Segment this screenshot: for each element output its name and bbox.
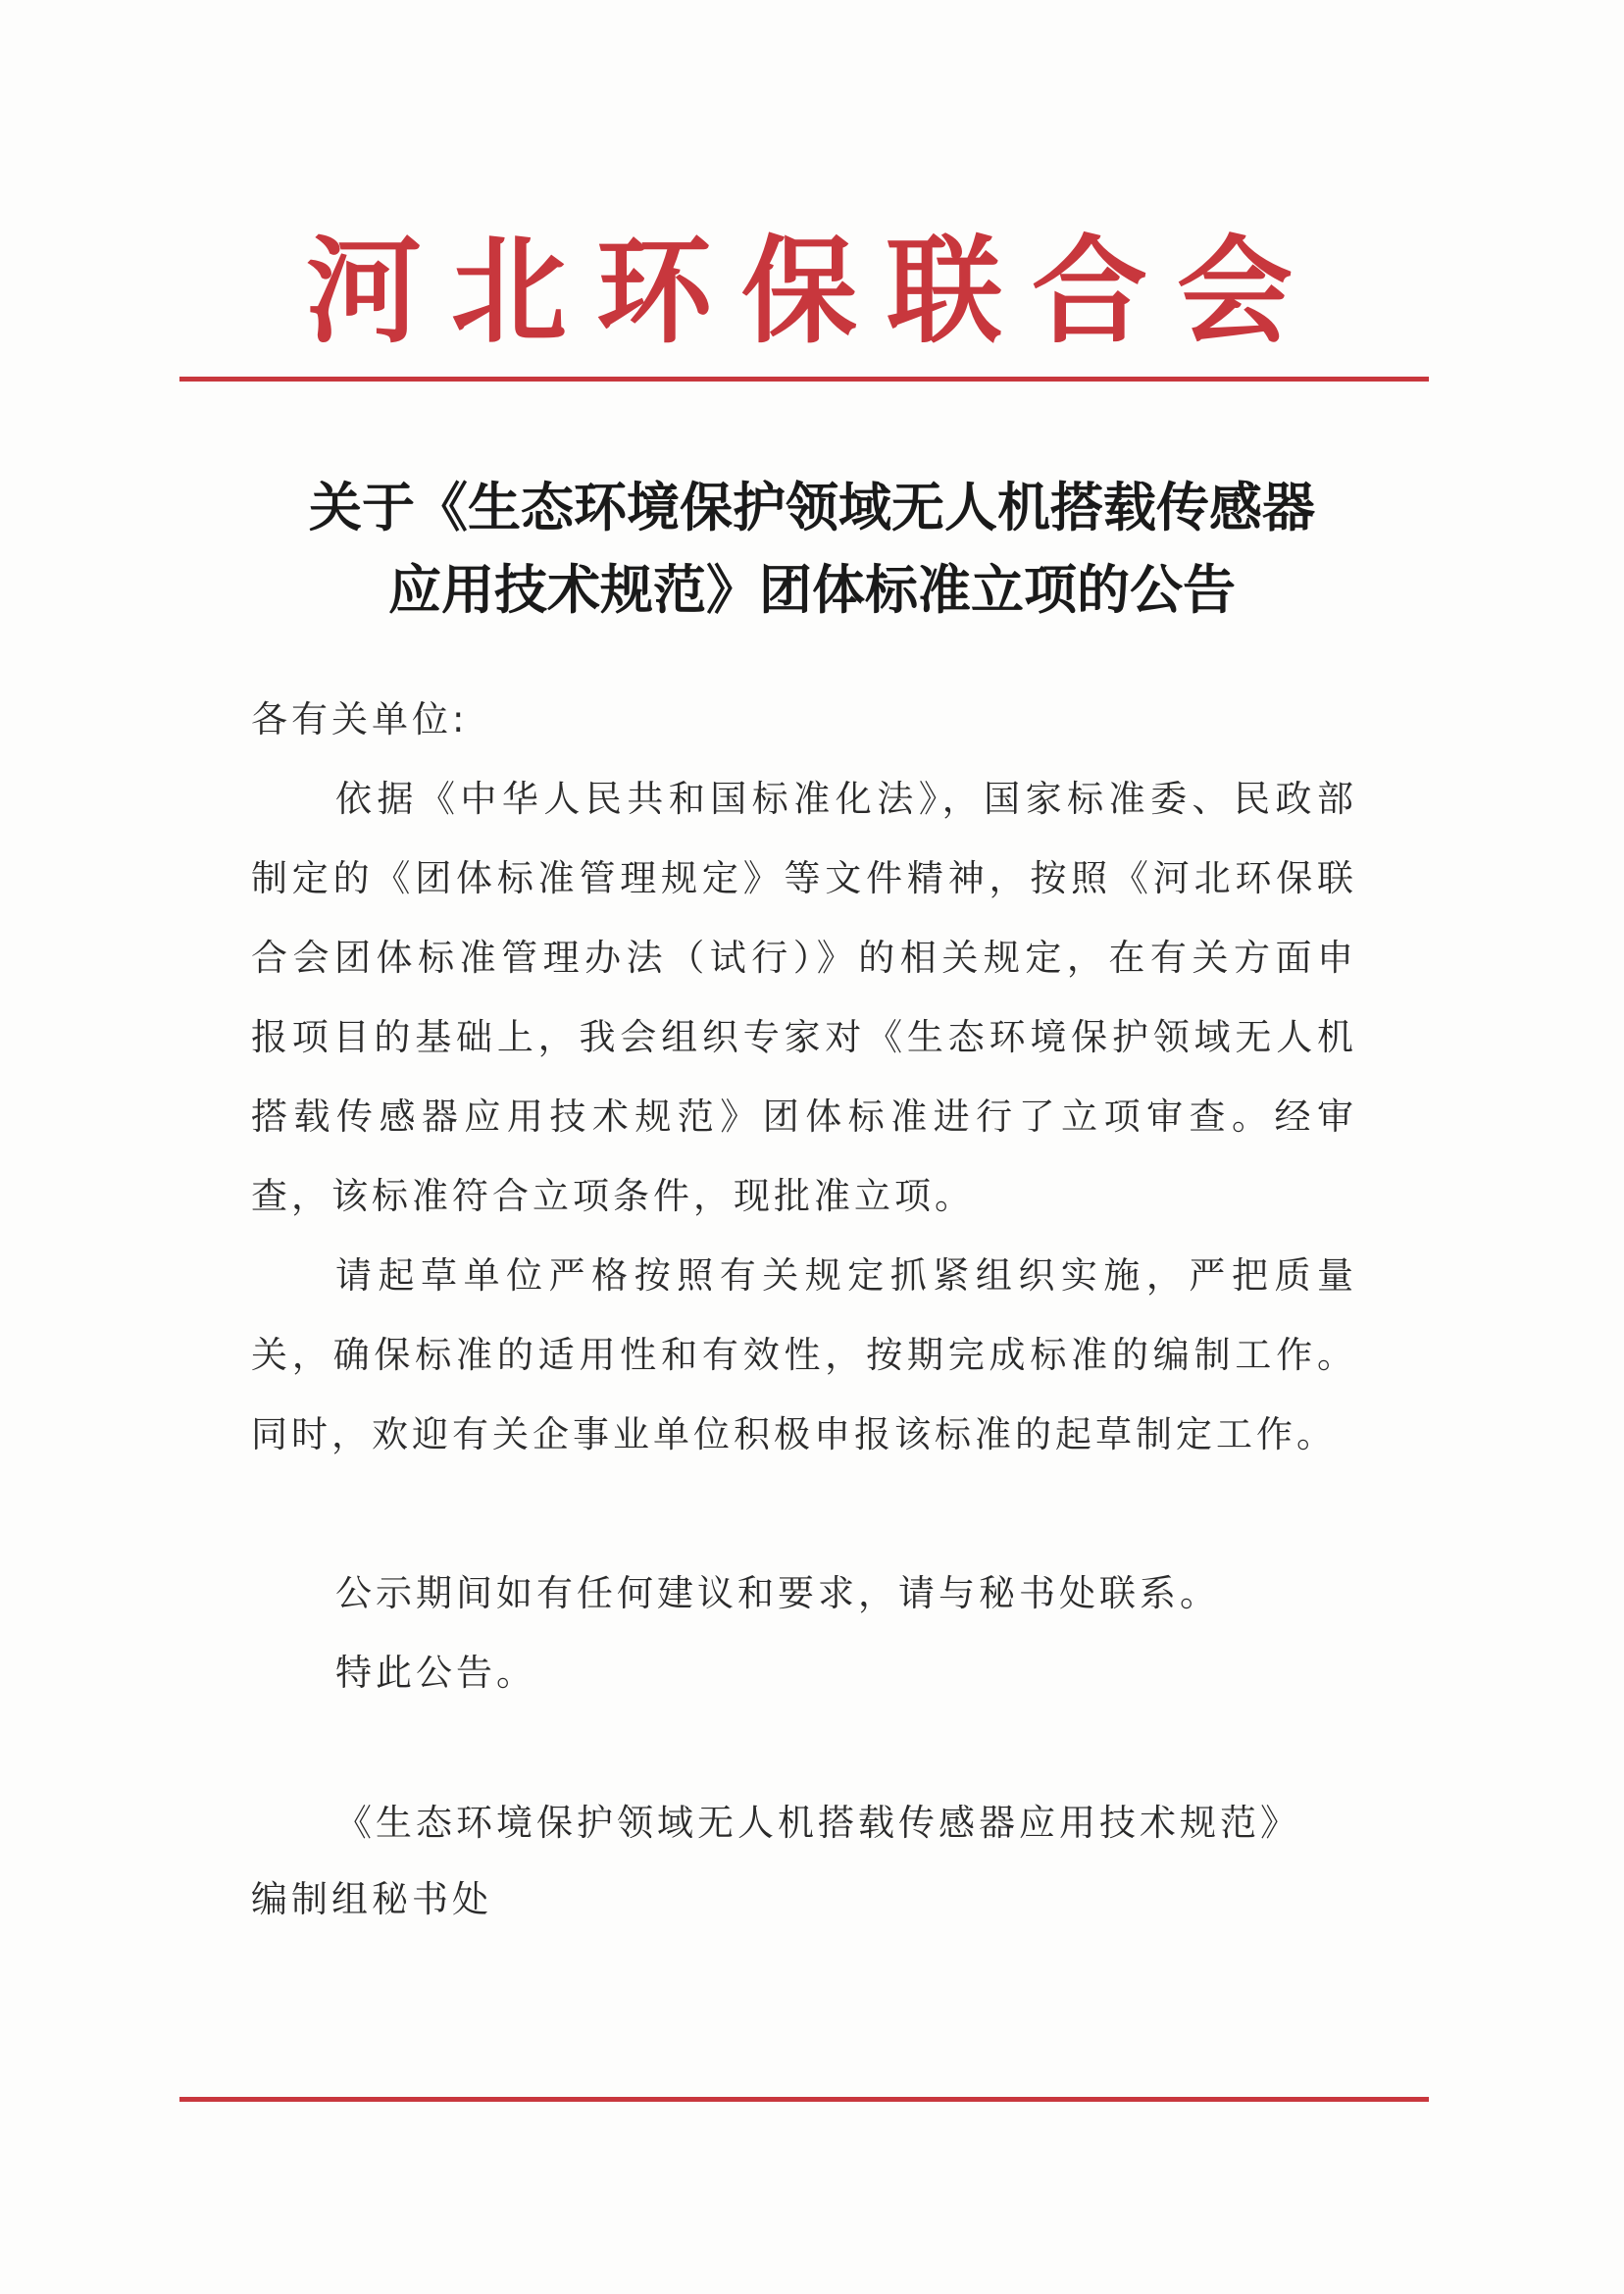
body-paragraph-2: 请起草单位严格按照有关规定抓紧组织实施，严把质量关，确保标准的适用性和有效性，按期完成标准的编制工作。同时，欢迎有关企事业单位积极申报该标准的起草制定工作。: [251, 1254, 1357, 1455]
footer-divider: [179, 2097, 1429, 2102]
organization-letterhead: 河北环保联合会: [305, 223, 1322, 359]
body-paragraph-3: 公示期间如有任何建议和要求，请与秘书处联系。: [335, 1572, 1220, 1614]
body-paragraph-4: 特此公告。: [335, 1652, 536, 1694]
body-paragraph-1: 依据《中华人民共和国标准化法》，国家标准委、民政部制定的《团体标准管理规定》等文件精神，按照《河北环保联合会团体标准管理办法（试行）》的相关规定，在有关方面申报项目的基础上，我会组织专家对《生态环境保护领域无人机搭载传感器应用技术规范》团体标准进行了立项审查。经审查，该标准符合立项条件，现批准立项。: [251, 778, 1357, 1217]
signature-issuer: 编制组秘书处: [251, 1878, 492, 1920]
document-title-line-1: 关于《生态环境保护领域无人机搭载传感器: [309, 476, 1315, 538]
document-title-line-2: 应用技术规范》团体标准立项的公告: [388, 558, 1236, 621]
document-title: [226, 466, 1398, 631]
salutation: 各有关单位:: [251, 698, 469, 740]
signature-standard-name: 《生态环境保护领域无人机搭载传感器应用技术规范》: [335, 1802, 1300, 1844]
letterhead-divider-top: [179, 377, 1429, 382]
